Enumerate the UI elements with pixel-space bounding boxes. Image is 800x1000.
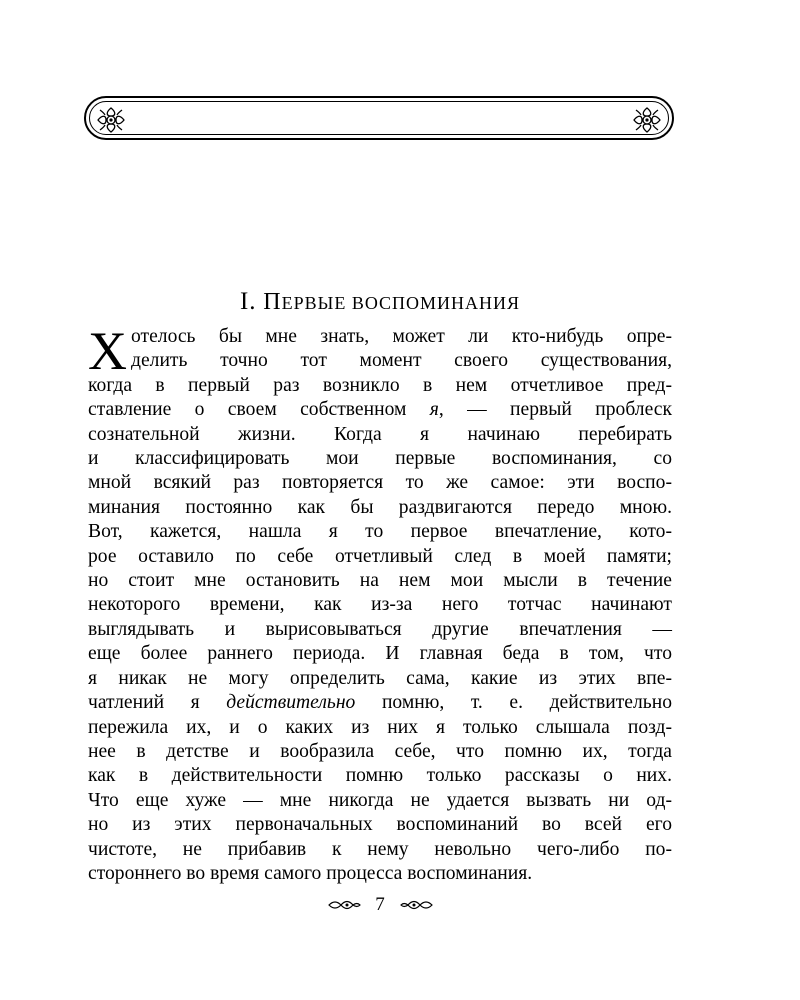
text-line: некоторого времени, как из-за него тотчас начинают <box>88 594 672 616</box>
chapter-title-initial: П <box>263 289 282 315</box>
header-ornamental-frame <box>84 96 674 140</box>
text-line: как в действительности помню только рассказы о них. <box>88 765 672 787</box>
text-line: Вот, кажется, нашла я то первое впечатление, кото- <box>88 521 672 543</box>
italic-word: действительно <box>226 692 356 714</box>
text-segment: ставление о своем собственном <box>88 399 430 421</box>
text-line: отелось бы мне знать, может ли кто-нибудь опре- <box>131 326 672 347</box>
chapter-body-paragraph <box>88 321 672 886</box>
text-segment: чатлений я <box>88 692 227 714</box>
floral-ornament-icon <box>630 104 664 136</box>
text-line: и классифицировать мои первые воспоминания, со <box>88 448 672 470</box>
text-line-with-italic <box>88 691 672 715</box>
text-line: но стоит мне остановить на нем мои мысли в течение <box>88 570 672 592</box>
text-line: стороннего во время самого процесса воспоминания. <box>88 862 533 884</box>
drop-cap-letter: Х <box>88 321 127 381</box>
text-line: мной всякий раз повторяется то же самое: эти воспо- <box>88 472 672 494</box>
floral-ornament-icon <box>327 896 361 914</box>
text-line: я никак не могу определить сама, какие из этих впе- <box>88 667 672 689</box>
text-line: чистоте, не прибавив к нему невольно чего-либо по- <box>88 838 672 860</box>
text-segment: помню, т. е. действительно <box>355 692 672 714</box>
floral-ornament-icon <box>400 896 434 914</box>
text-line-with-italic <box>88 398 672 422</box>
text-line: нее в детстве и вообразила себе, что помню их, тогда <box>88 740 672 762</box>
text-line: когда в первый раз возникло в нем отчетливое пред- <box>88 374 672 396</box>
chapter-title <box>0 288 760 316</box>
page-number: 7 <box>375 893 385 915</box>
text-line: минания постоянно как бы раздвигаются передо мною. <box>88 496 672 518</box>
chapter-number: I. <box>239 288 257 315</box>
text-line: выглядывать и вырисовываться другие впечатления — <box>88 618 672 640</box>
text-line: но из этих первоначальных воспоминаний во всей его <box>88 814 672 836</box>
italic-word: я <box>429 399 439 421</box>
text-line: сознательной жизни. Когда я начинаю перебирать <box>88 423 672 445</box>
text-line: пережила их, и о каких из них я только слышала позд- <box>88 716 672 738</box>
text-line: рое оставило по себе отчетливый след в моей памяти; <box>88 545 672 567</box>
chapter-title-rest: ЕРВЫЕ ВОСПОМИНАНИЯ <box>281 293 521 313</box>
text-line: Что еще хуже — мне никогда не удается вызвать ни од- <box>88 789 672 811</box>
text-segment: , — первый проблеск <box>438 399 672 421</box>
floral-ornament-icon <box>94 104 128 136</box>
page-footer <box>0 893 760 916</box>
text-line: еще более раннего периода. И главная беда в том, что <box>88 643 672 665</box>
text-line: делить точно тот момент своего существования, <box>131 350 672 372</box>
